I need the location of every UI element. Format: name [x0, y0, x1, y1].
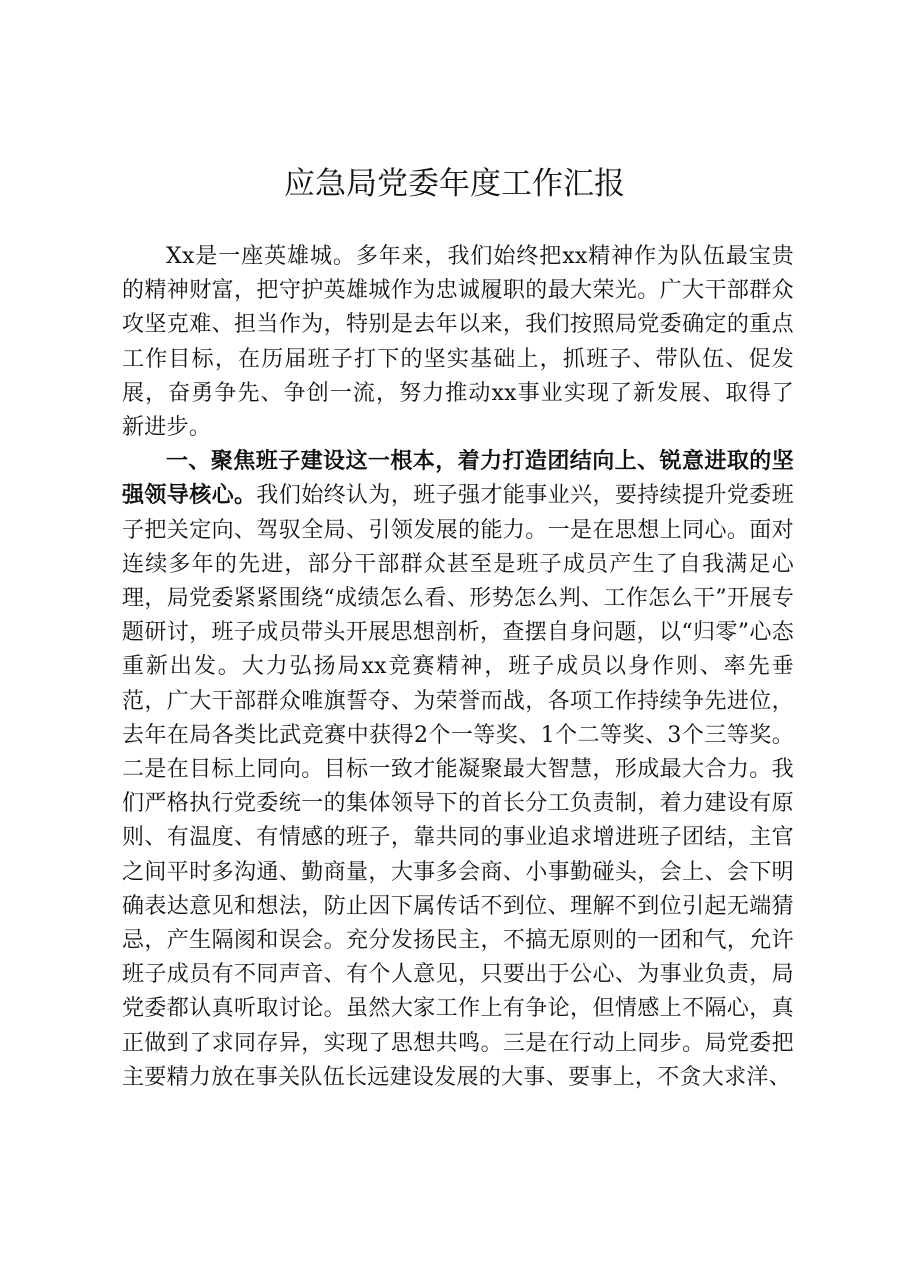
paragraph-section-one [122, 445, 794, 1095]
paragraph-intro-text: Xx是一座英雄城。多年来，我们始终把xx精神作为队伍最宝贵的精神财富，把守护英雄城作为忠诚履职的最大荣光。广大干部群众攻坚克难、担当作为，特别是去年以来，我们按照局党委确定的重点工作目标，在历届班子打下的坚实基础上，抓班子、带队伍、促发展，奋勇争先、争创一流，努力推动xx事业实现了新发展、取得了新进步。 [122, 244, 794, 441]
document-title: 应急局党委年度工作汇报 [284, 166, 625, 202]
document-body [122, 240, 794, 1095]
section-one-heading: 一、聚焦班子建设这一根本，着力打造团结向上、锐意进取的坚强领导核心。 [122, 449, 794, 509]
paragraph-intro [122, 240, 794, 445]
section-one-text: 我们始终认为，班子强才能事业兴，要持续提升党委班子把关定向、驾驭全局、引领发展的能力。一是在思想上同心。面对连续多年的先进，部分干部群众甚至是班子成员产生了自我满足心理，局党委紧紧围绕“成绩怎么看、形势怎么判、工作怎么干”开展专题研讨，班子成员带头开展思想剖析，查摆自身问题，以“归零”心态重新出发。大力弘扬局xx竞赛精神，班子成员以身作则、率先垂范，广大干部群众唯旗誓夺、为荣誉而战，各项工作持续争先进位，去年在局各类比武竞赛中获得2个一等奖、1个二等奖、3个三等奖。二是在目标上同向。目标一致才能凝聚最大智慧，形成最大合力。我们严格执行党委统一的集体领导下的首长分工负责制，着力建设有原则、有温度、有情感的班子，靠共同的事业追求增进班子团结，主官之间平时多沟通、勤商量，大事多会商、小事勤碰头，会上、会下明确表达意见和想法，防止因下属传话不到位、理解不到位引起无端猜忌，产生隔阂和误会。充分发扬民主，不搞无原则的一团和气，允许班子成员有不同声音、有个人意见，只要出于公心、为事业负责，局党委都认真听取讨论。虽然大家工作上有争论，但情感上不隔心，真正做到了求同存异，实现了思想共鸣。三是在行动上同步。局党委把主要精力放在事关队伍长远建设发展的大事、要事上，不贪大求洋、 [122, 483, 794, 1090]
